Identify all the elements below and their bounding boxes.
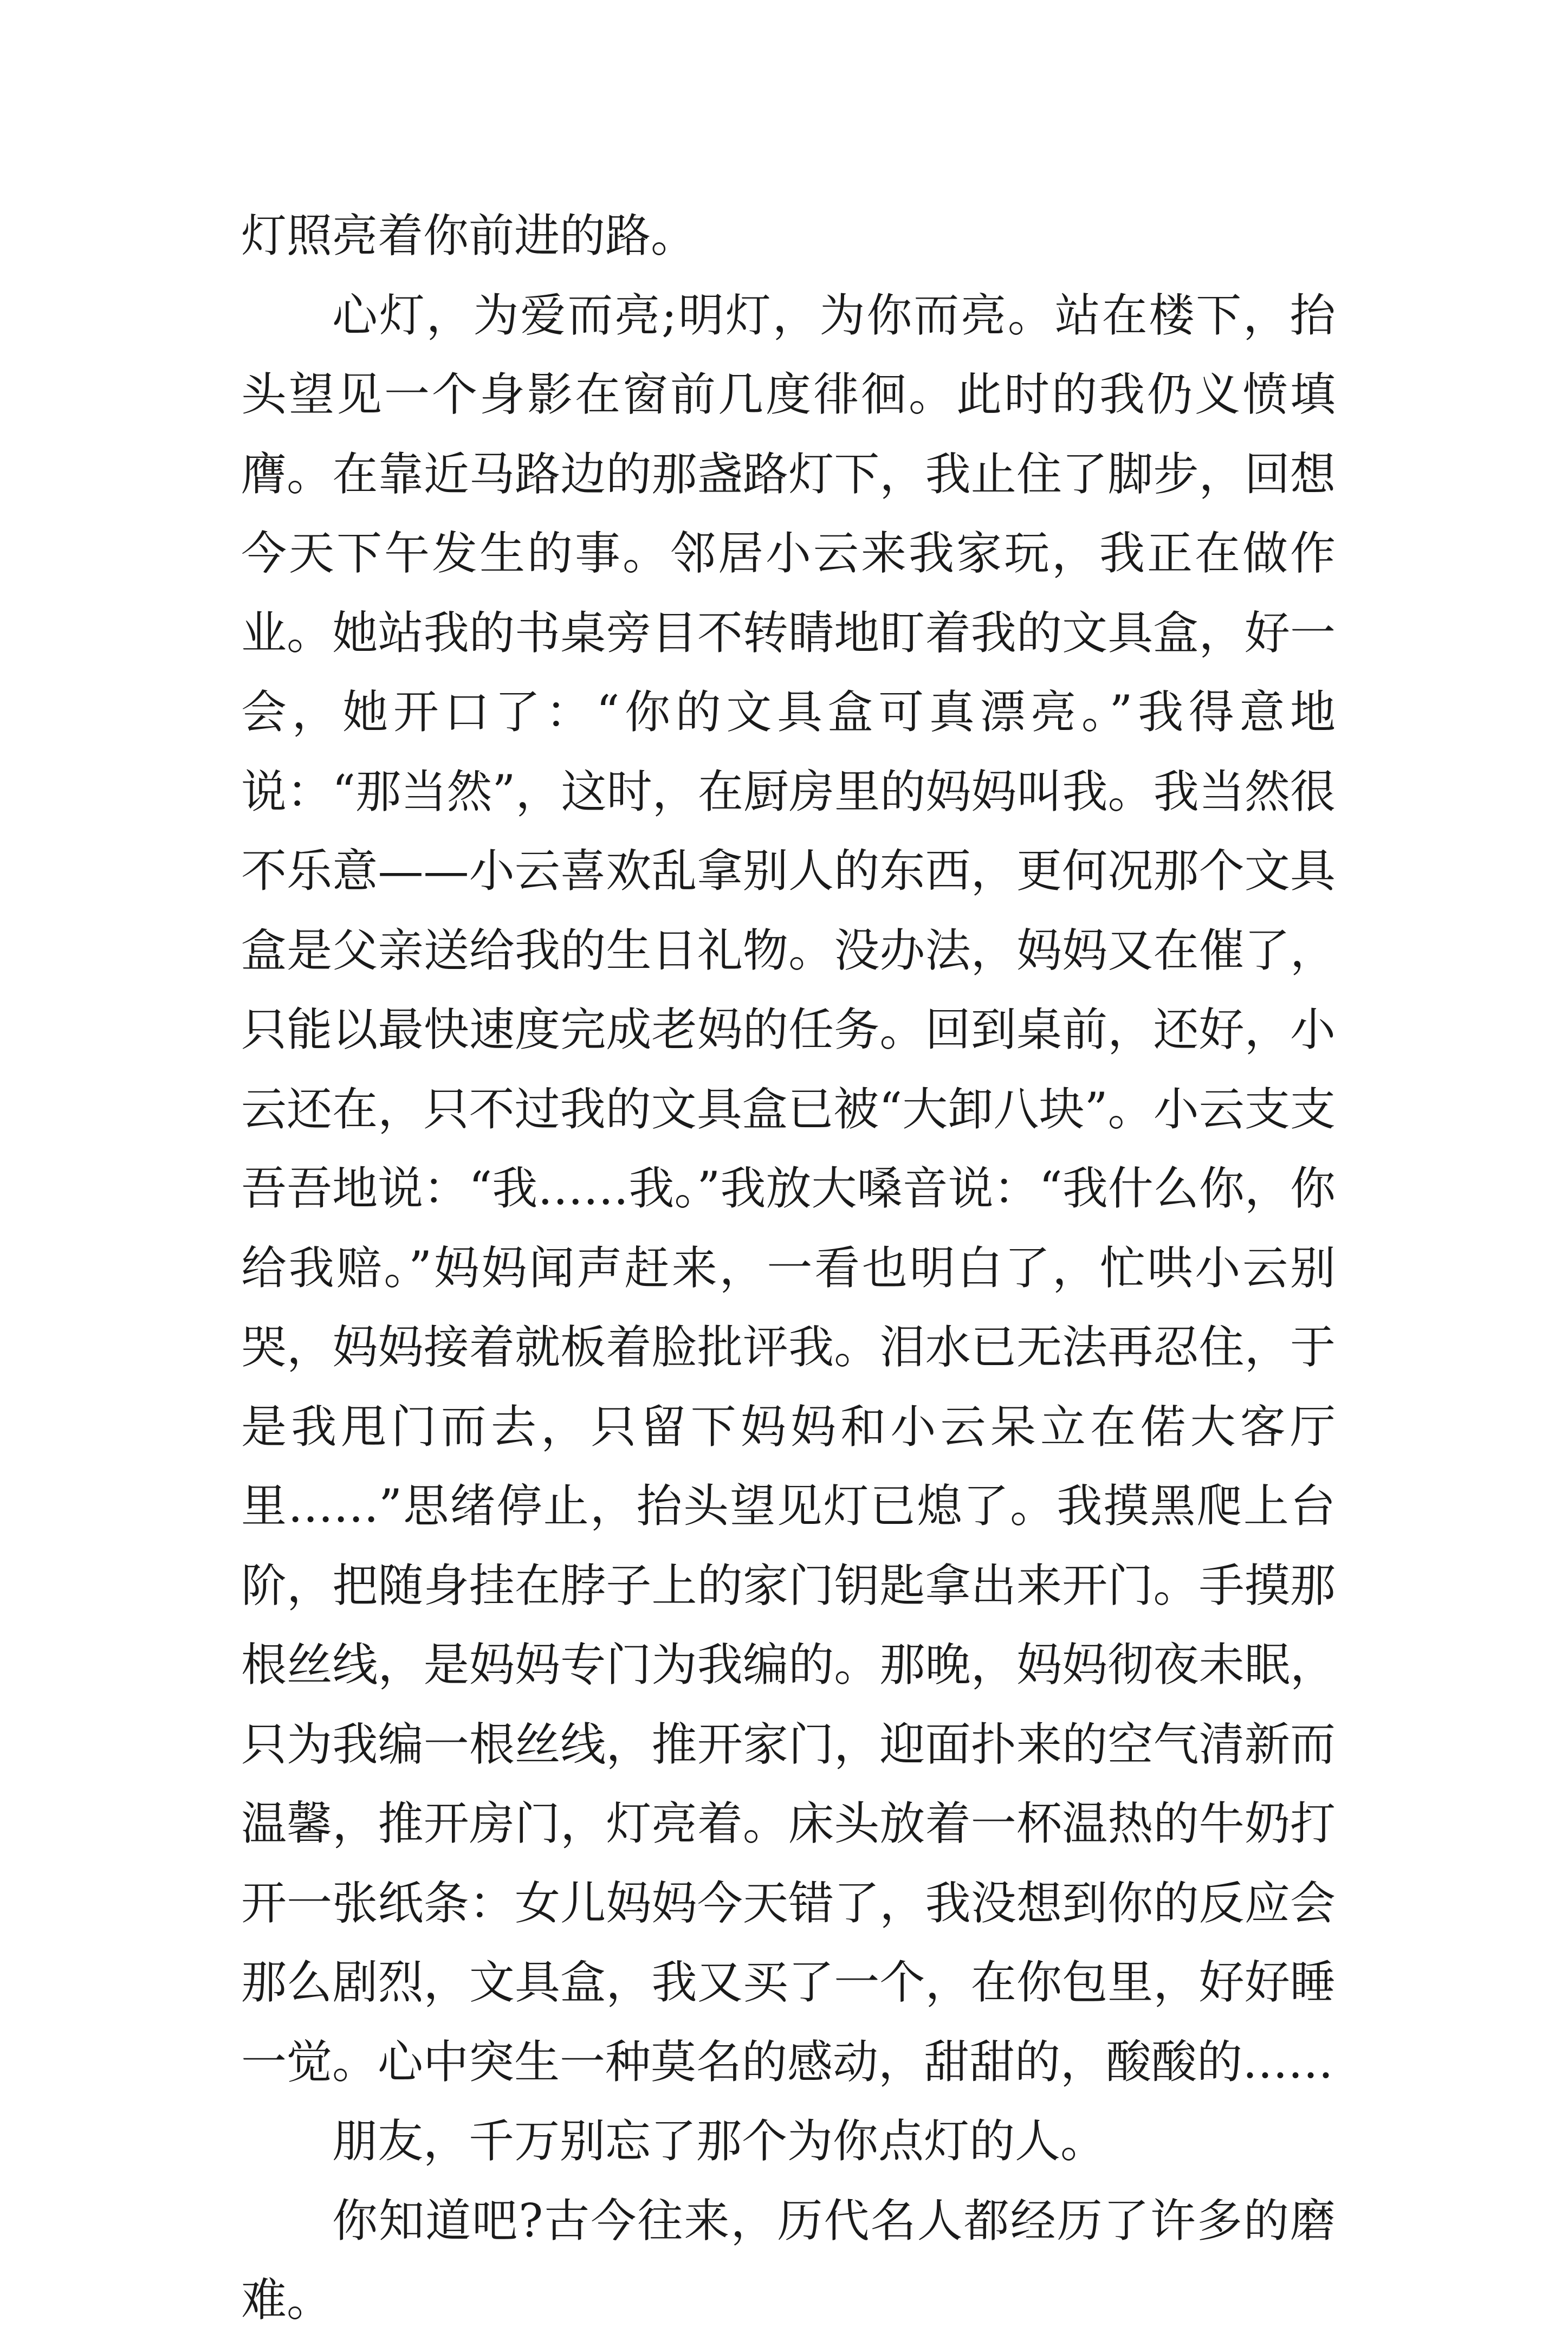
paragraph-heart-lamp-story: 心灯，为爱而亮;明灯，为你而亮。站在楼下，抬头望见一个身影在窗前几度徘徊。此时的我仍义愤填膺。在靠近马路边的那盏路灯下，我止住了脚步，回想今天下午发生的事。邻居小云来我家玩，我正在做作业。她站我的书桌旁目不转睛地盯着我的文具盒，好一会，她开口了：“你的文具盒可真漂亮。”我得意地说：“那当然”，这时，在厨房里的妈妈叫我。我当然很不乐意——小云喜欢乱拿别人的东西，更何况那个文具盒是父亲送给我的生日礼物。没办法，妈妈又在催了，只能以最快速度完成老妈的任务。回到桌前，还好，小云还在，只不过我的文具盒已被“大卸八块”。小云支支吾吾地说：“我……我。”我放大嗓音说：“我什么你，你给我赔。”妈妈闻声赶来，一看也明白了，忙哄小云别哭，妈妈接着就板着脸批评我。泪水已无法再忍住，于是我甩门而去，只留下妈妈和小云呆立在偌大客厅里……”思绪停止，抬头望见灯已熄了。我摸黑爬上台阶，把随身挂在脖子上的家门钥匙拿出来开门。手摸那根丝线，是妈妈专门为我编的。那晚，妈妈彻夜未眠，只为我编一根丝线，推开家门，迎面扑来的空气清新而温馨，推开房门，灯亮着。床头放着一杯温热的牛奶打开一张纸条：女儿妈妈今天错了，我没想到你的反应会那么剧烈，文具盒，我又买了一个，在你包里，好好睡一觉。心中突生一种莫名的感动，甜甜的，酸酸的……	[241, 288, 1336, 2089]
paragraph-continuation: 灯照亮着你前进的路。	[241, 209, 697, 262]
paragraph-friend-reminder: 朋友，千万别忘了那个为你点灯的人。	[332, 2115, 1106, 2168]
document-body	[241, 196, 1336, 2340]
paragraph-famous-people: 你知道吧?古今往来，历代名人都经历了许多的磨难。	[241, 2194, 1336, 2326]
